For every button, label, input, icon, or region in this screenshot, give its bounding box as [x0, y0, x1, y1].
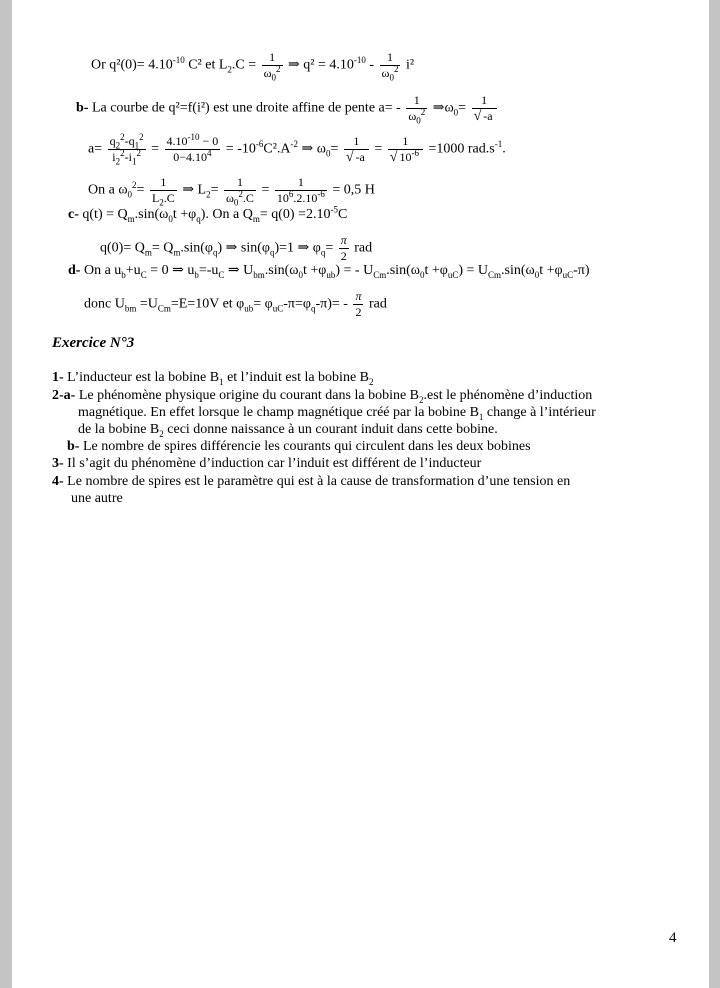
equation-q2-initial: Or $q^2(0)= 4.10^{-10}$ C² et $L_2.C$ = $\frac{1}{\omega_0^2}$ ⇒ $q^2 = 4.10^{-10}$ - $\frac{1}{\omega_0^2}$ i²	[91, 50, 415, 83]
fraction-1-over-L2C: $\frac{1}{L_2.C}$	[151, 175, 175, 208]
fraction-numeric-inductance: $\frac{1}{10^6.2.10^{-6}}$	[276, 175, 325, 205]
answer-2b: b- Le nombre de spires différencie les courants qui circulent dans les deux bobines	[67, 439, 531, 454]
fraction-1-over-sqrt-minus-a: $\frac{1}{√ -a}$	[472, 93, 497, 124]
equation-inductance: On a $\omega_0^2=$ $\frac{1}{L_2.C}$ ⇒ $L_2=$ $\frac{1}{\omega_0^2.C}$ = $\frac{1}{10^6.2.10^{-6}}$ = 0,5 H	[88, 175, 375, 208]
fraction-1-over-w0sq: $\frac{1}{\omega_0^2}$	[408, 93, 426, 126]
equation-slope-value: a= $\frac{q_2^2-q_1^2}{i_2^2-i_1^2}$ = $\frac{4.10^{-10} - 0}{0-4.10^4}$ = $-10^{-6}C^2.A^{-2}$ ⇒ $\omega_0=$ $\frac{1}{√ -a}$ = $\frac{1}{√ 10^{-6}}$ =1000 $rad.s^{-1}$.	[88, 132, 506, 167]
answer-4-line-2: une autre	[71, 491, 123, 506]
equation-amplitude-phase: donc $U_{bm} =U_{Cm}=E=10V$ et $\varphi_{ub}= \varphi_{uC}-\pi=\varphi_q-\pi)=$ - $\frac{\pi}{2}$ rad	[84, 289, 387, 319]
fraction-q-over-i: $\frac{q_2^2-q_1^2}{i_2^2-i_1^2}$	[109, 132, 144, 167]
exercise-3-title: Exercice N°3	[52, 335, 135, 351]
document-page	[12, 0, 709, 988]
answer-4-line-1: 4- Le nombre de spires est le paramètre qui est à la cause de transformation d’une tension en	[52, 474, 571, 489]
fraction-numeric-slope: $\frac{4.10^{-10} - 0}{0-4.10^4}$	[166, 132, 219, 164]
fraction-1-over-sqrt-1e-6: $\frac{1}{√ 10^{-6}}$	[388, 134, 423, 165]
fraction-pi-over-2: $\frac{\pi}{2}$	[340, 233, 347, 263]
answer-2a-line-3: de la bobine $B_2$ ceci donne naissance à un courant induit dans cette bobine.	[78, 422, 498, 439]
fraction-1-over-w0sq: $\frac{1}{\omega_0^2}$	[381, 50, 399, 83]
fraction-pi-over-2: $\frac{\pi}{2}$	[355, 289, 362, 319]
equation-charge-time: c- $q(t) = Q_m.\sin(\omega_0t +\varphi_q)$. On a $Q_m= q(0) =2.10^{-5}C$	[68, 204, 348, 224]
fraction-1-over-w0sq: $\frac{1}{\omega_0^2}$	[263, 50, 281, 83]
equation-phase-q: $q(0)= Q_m= Q_m.\sin(\varphi_q)$ ⇒ $\sin(\varphi_q)=1$ ⇒ $\varphi_q=$ $\frac{\pi}{2}$ rad	[100, 233, 373, 263]
page-number: 4	[669, 930, 677, 946]
answer-1: 1- L’inducteur est la bobine $B_1$ et l’induit est la bobine $B_2$	[52, 370, 374, 387]
equation-slope-b: b- La courbe de q²=f(i²) est une droite affine de pente a= - $\frac{1}{\omega_0^2}$ $\Rightarrow\omega_0=$ $\frac{1}{√ -a}$	[76, 93, 499, 124]
fraction-1-over-sqrt-minus-a: $\frac{1}{√ -a}$	[344, 134, 369, 165]
answer-2a-line-2: magnétique. En effet lorsque le champ magnétique créé par la bobine $B_1$ change à l’intérieur	[78, 405, 596, 422]
fraction-1-over-w0sqC: $\frac{1}{\omega_0^2.C}$	[226, 175, 254, 208]
answer-2a-line-1: 2-a- Le phénomène physique origine du courant dans la bobine $B_2.est$ le phénomène d’induction	[52, 388, 593, 405]
answer-3: 3- Il s’agit du phénomène d’induction car l’induit est différent de l’inducteur	[52, 456, 482, 471]
equation-tension-sum: d- On a $u_b+u_C = 0$ ⇒ $u_b=-u_C$ ⇒ $U_{bm}.\sin(\omega_0t +\varphi_{ub})$ = - $U_{Cm}.\sin(\omega_0t +\varphi_{uC}) = U_{Cm}.\sin(\omega_0t +\varphi_{uC}-\pi)$	[68, 263, 590, 280]
